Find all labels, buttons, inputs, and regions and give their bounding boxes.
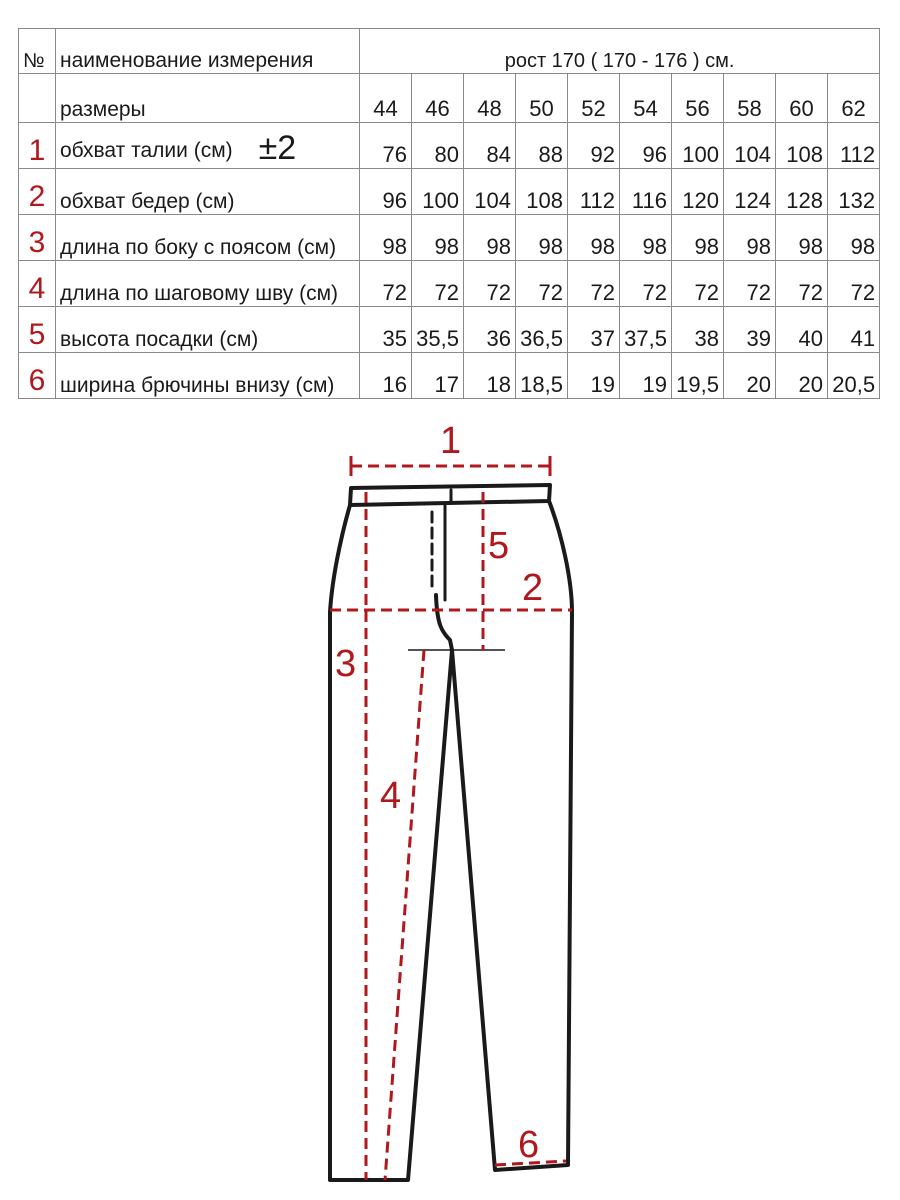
measurement-name (56, 123, 360, 169)
size-cell: 60 (776, 74, 828, 123)
value-cell: 72 (672, 261, 724, 307)
measurement-number: 2 (19, 169, 56, 215)
value-cell: 80 (412, 123, 464, 169)
size-cell: 48 (464, 74, 516, 123)
value-cell: 120 (672, 169, 724, 215)
left-leg-outline (330, 505, 452, 1180)
value-cell: 128 (776, 169, 828, 215)
size-cell: 46 (412, 74, 464, 123)
value-cell: 20 (776, 353, 828, 399)
measure-label-6: 6 (518, 1124, 540, 1166)
size-cell: 50 (516, 74, 568, 123)
size-cell: 58 (724, 74, 776, 123)
value-cell: 18 (464, 353, 516, 399)
trousers-outline (330, 485, 572, 1180)
table-row (19, 215, 880, 261)
value-cell: 98 (828, 215, 880, 261)
value-cell: 19 (568, 353, 620, 399)
size-cell: 44 (360, 74, 412, 123)
value-cell: 98 (620, 215, 672, 261)
value-cell: 36,5 (516, 307, 568, 353)
value-cell: 112 (568, 169, 620, 215)
hem-width-line (495, 1161, 566, 1165)
tolerance-label: ±2 (258, 129, 297, 167)
value-cell: 72 (568, 261, 620, 307)
value-cell: 108 (516, 169, 568, 215)
measurement-number: 6 (19, 353, 56, 399)
value-cell: 96 (620, 123, 672, 169)
value-cell: 35 (360, 307, 412, 353)
value-cell: 72 (828, 261, 880, 307)
value-cell: 112 (828, 123, 880, 169)
value-cell: 16 (360, 353, 412, 399)
value-cell: 108 (776, 123, 828, 169)
value-cell: 98 (412, 215, 464, 261)
value-cell: 92 (568, 123, 620, 169)
value-cell: 96 (360, 169, 412, 215)
measurement-name: ширина брючины внизу (см) (56, 353, 360, 399)
value-cell: 104 (724, 123, 776, 169)
table-row (19, 261, 880, 307)
measurement-name-header: наименование измерения (56, 29, 360, 74)
value-cell: 19,5 (672, 353, 724, 399)
measurement-name: длина по боку с поясом (см) (56, 215, 360, 261)
crotch-outline (436, 595, 452, 650)
value-cell: 98 (776, 215, 828, 261)
size-chart-table (18, 28, 880, 399)
value-cell: 104 (464, 169, 516, 215)
value-cell: 72 (360, 261, 412, 307)
number-column-header: № (19, 29, 56, 74)
value-cell: 76 (360, 123, 412, 169)
value-cell: 88 (516, 123, 568, 169)
value-cell: 98 (672, 215, 724, 261)
empty-cell (19, 74, 56, 123)
value-cell: 84 (464, 123, 516, 169)
value-cell: 100 (412, 169, 464, 215)
value-cell: 72 (620, 261, 672, 307)
value-cell: 72 (516, 261, 568, 307)
value-cell: 72 (412, 261, 464, 307)
measurement-lines (330, 456, 572, 1180)
measure-label-3: 3 (335, 643, 357, 685)
value-cell: 100 (672, 123, 724, 169)
measurement-number: 4 (19, 261, 56, 307)
inseam-line (385, 650, 424, 1180)
value-cell: 37,5 (620, 307, 672, 353)
value-cell: 20 (724, 353, 776, 399)
measure-label-5: 5 (488, 525, 510, 567)
waistband-outline (350, 485, 550, 505)
value-cell: 98 (360, 215, 412, 261)
value-cell: 38 (672, 307, 724, 353)
table-row (19, 353, 880, 399)
measurement-name: высота посадки (см) (56, 307, 360, 353)
value-cell: 72 (464, 261, 516, 307)
size-cell: 56 (672, 74, 724, 123)
sizes-label: размеры (56, 74, 360, 123)
measure-label-2: 2 (522, 567, 544, 609)
value-cell: 39 (724, 307, 776, 353)
size-cell: 52 (568, 74, 620, 123)
sizes-row (19, 74, 880, 123)
table-row (19, 307, 880, 353)
measure-label-4: 4 (380, 775, 402, 817)
value-cell: 20,5 (828, 353, 880, 399)
table-header-row (19, 29, 880, 74)
value-cell: 37 (568, 307, 620, 353)
value-cell: 36 (464, 307, 516, 353)
value-cell: 98 (464, 215, 516, 261)
measure-label-1: 1 (440, 420, 462, 462)
measurement-number: 1 (19, 123, 56, 169)
measurement-name-text: обхват талии (см) (60, 139, 233, 162)
value-cell: 72 (776, 261, 828, 307)
value-cell: 98 (724, 215, 776, 261)
table-row (19, 123, 880, 169)
value-cell: 35,5 (412, 307, 464, 353)
right-leg-outline (452, 501, 572, 1170)
value-cell: 17 (412, 353, 464, 399)
value-cell: 132 (828, 169, 880, 215)
size-cell: 62 (828, 74, 880, 123)
value-cell: 41 (828, 307, 880, 353)
measurement-name: обхват бедер (см) (56, 169, 360, 215)
measurement-number: 5 (19, 307, 56, 353)
value-cell: 19 (620, 353, 672, 399)
measurement-number: 3 (19, 215, 56, 261)
table-row (19, 169, 880, 215)
value-cell: 98 (516, 215, 568, 261)
measurement-name: длина по шаговому шву (см) (56, 261, 360, 307)
value-cell: 40 (776, 307, 828, 353)
value-cell: 98 (568, 215, 620, 261)
value-cell: 124 (724, 169, 776, 215)
size-cell: 54 (620, 74, 672, 123)
value-cell: 72 (724, 261, 776, 307)
value-cell: 18,5 (516, 353, 568, 399)
height-range-header: рост 170 ( 170 - 176 ) см. (360, 29, 880, 74)
value-cell: 116 (620, 169, 672, 215)
